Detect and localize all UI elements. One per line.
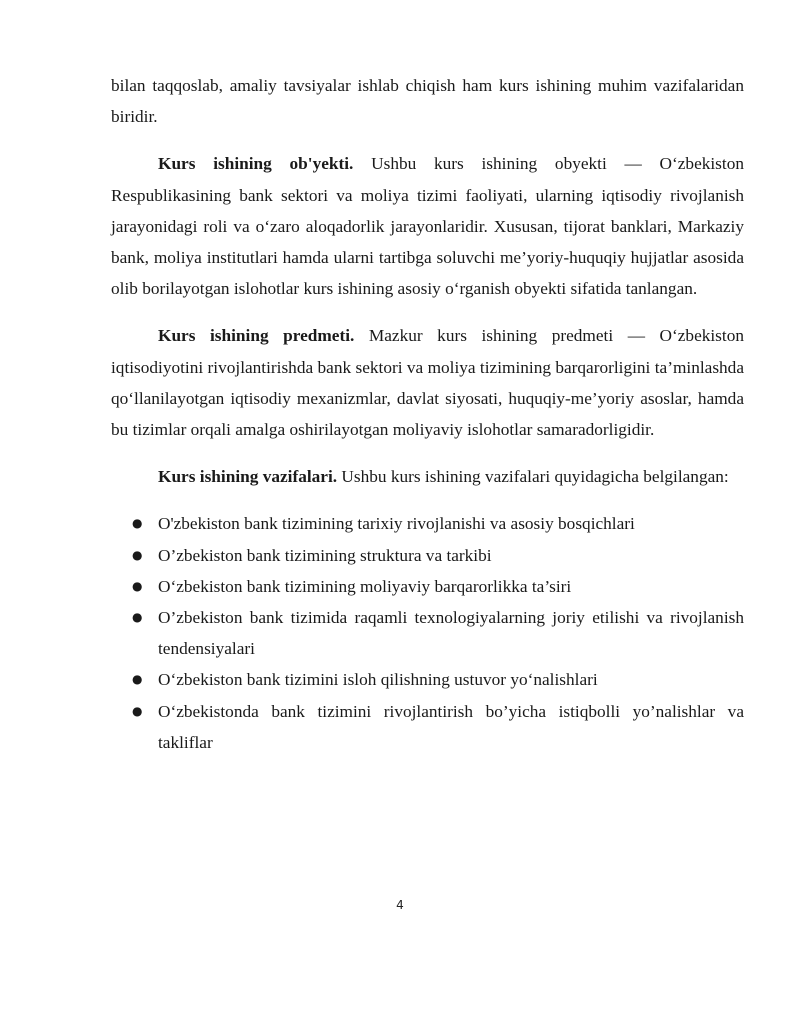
bullet-icon: ● (132, 547, 143, 562)
list-item-text: O‘zbekiston bank tizimini isloh qilishning ustuvor yo‘nalishlari (158, 670, 598, 690)
paragraph-gap (111, 304, 744, 320)
list-item (111, 602, 744, 664)
paragraph-gap (111, 445, 744, 461)
list-item (111, 571, 744, 602)
subject-heading: Kurs ishining predmeti. (158, 326, 355, 346)
tasks-list (111, 508, 744, 758)
list-item (111, 696, 744, 758)
paragraph-gap (111, 492, 744, 508)
subject-text: Mazkur kurs ishining predmeti — O‘zbekiston iqtisodiyotini rivojlantirishda bank sektori va moliya tizimining barqarorligini ta’minlashda qo‘llanilayotgan iqtisodiy mexanizmlar, davlat siyosati, huquqiy-me’yoriy asoslar, hamda bu tizimlar orqali amalga oshirilayotgan moliyaviy islohotlar samaradorligidir. (111, 326, 744, 440)
list-item (111, 540, 744, 571)
subject-paragraph (111, 320, 744, 445)
tasks-text: Ushbu kurs ishining vazifalari quyidagicha belgilangan: (337, 467, 729, 487)
page-number: 4 (396, 898, 404, 912)
bullet-icon: ● (132, 672, 143, 687)
list-item-text: O‘zbekiston bank tizimining moliyaviy barqarorlikka ta’siri (158, 576, 572, 596)
bullet-icon: ● (132, 610, 143, 625)
object-text: Ushbu kurs ishining obyekti — O‘zbekiston Respublikasining bank sektori va moliya tizimi faoliyati, ularning iqtisodiy rivojlanish jarayonidagi roli va o‘zaro aloqadorlik jarayonlaridir. Xususan, tijorat banklari, Markaziy bank, moliya institutlari hamda ularni tartibga soluvchi me’yoriy-huquqiy hujjatlar asosida olib borilayotgan islohotlar kurs ishining asosiy o‘rganish obyekti sifatida tanlangan. (111, 154, 744, 299)
tasks-paragraph (111, 461, 744, 492)
document-page (111, 70, 744, 758)
object-paragraph (111, 148, 744, 304)
list-item-text: O‘zbekistonda bank tizimini rivojlantirish bo’yicha istiqbolli yo’nalishlar va takliflar (158, 701, 744, 752)
continuation-paragraph: bilan taqqoslab, amaliy tavsiyalar ishlab chiqish ham kurs ishining muhim vazifalaridan biridir. (111, 76, 744, 127)
paragraph-gap (111, 132, 744, 148)
list-item-text: O’zbekiston bank tizimida raqamli texnologiyalarning joriy etilishi va rivojlanish tendensiyalari (158, 608, 744, 659)
tasks-heading: Kurs ishining vazifalari. (158, 467, 338, 487)
bullet-icon: ● (132, 578, 143, 593)
list-item-text: O’zbekiston bank tizimining struktura va tarkibi (158, 545, 492, 565)
bullet-icon: ● (132, 516, 143, 531)
bullet-icon: ● (132, 703, 143, 718)
list-item (111, 664, 744, 695)
object-heading: Kurs ishining ob'yekti. (158, 154, 354, 174)
list-item (111, 508, 744, 539)
list-item-text: O'zbekiston bank tizimining tarixiy rivojlanishi va asosiy bosqichlari (158, 514, 635, 534)
